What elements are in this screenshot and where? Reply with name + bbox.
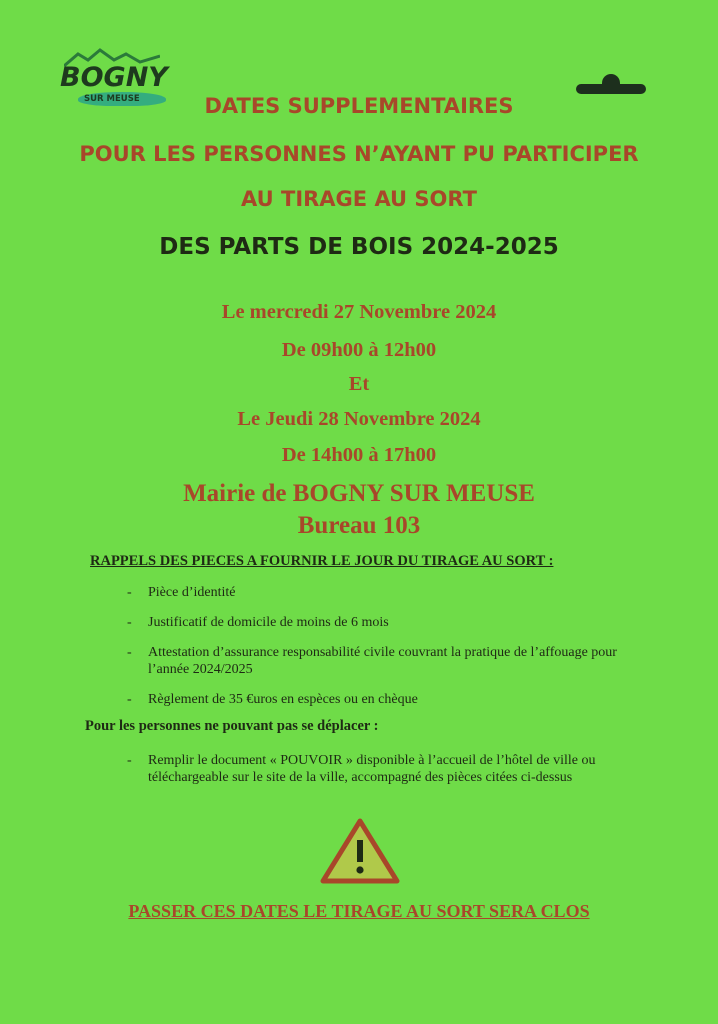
header-line-4: DES PARTS DE BOIS 2024-2025	[159, 234, 559, 260]
time-2: De 14h00 à 17h00	[281, 444, 437, 466]
place: Mairie de BOGNY SUR MEUSE	[183, 480, 535, 507]
list-item-text: Pièce d’identité	[148, 585, 236, 600]
date-2: Le Jeudi 28 Novembre 2024	[237, 408, 481, 430]
header-line-3: AU TIRAGE AU SORT	[241, 187, 477, 211]
header-line-2: POUR LES PERSONNES N’AYANT PU PARTICIPER	[79, 142, 639, 166]
list-item-text: Justificatif de domicile de moins de 6 mois	[148, 615, 389, 630]
closing-notice: PASSER CES DATES LE TIRAGE AU SORT SERA CLOS	[128, 901, 590, 921]
warning-triangle-icon	[320, 818, 400, 884]
header-line-1: DATES SUPPLEMENTAIRES	[204, 94, 514, 118]
office: Bureau 103	[297, 512, 421, 539]
list-item-text: Attestation d’assurance responsabilité civile couvrant la pratique de l’affouage pour l’année 2024/2025	[148, 645, 617, 677]
partner-logo-dome	[602, 74, 620, 84]
logo-town: BOGNY	[60, 62, 168, 93]
connector: Et	[348, 373, 370, 395]
rappels-title: RAPPELS DES PIECES A FOURNIR LE JOUR DU TIRAGE AU SORT :	[90, 553, 554, 569]
list-item-text: Remplir le document « POUVOIR » disponible à l’accueil de l’hôtel de ville ou téléchargeable sur le site de la ville, accompagné des pièces citées ci-dessus	[148, 753, 596, 785]
list-item-text: Règlement de 35 €uros en espèces ou en chèque	[148, 692, 418, 707]
partner-logo-bar	[576, 84, 646, 94]
deplacer-title: Pour les personnes ne pouvant pas se déplacer :	[85, 718, 379, 734]
partner-logo	[576, 74, 646, 96]
logo-subtitle: SUR MEUSE	[84, 94, 140, 104]
date-1: Le mercredi 27 Novembre 2024	[221, 301, 497, 323]
time-1: De 09h00 à 12h00	[281, 339, 437, 361]
